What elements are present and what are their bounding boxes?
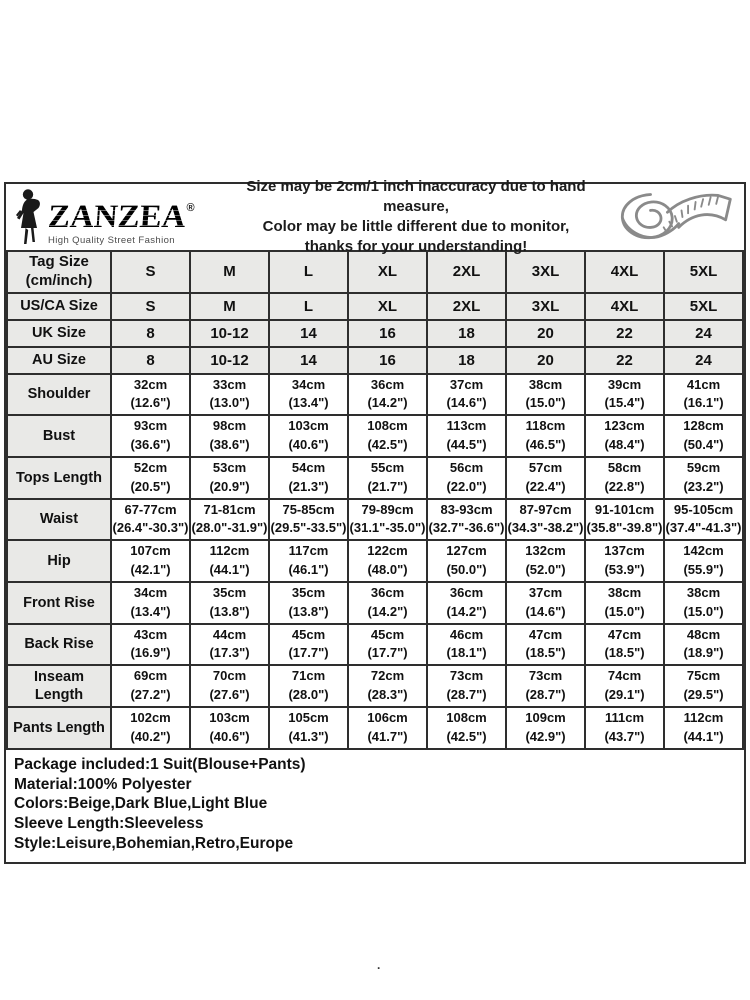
row-label: Tag Size (cm/inch) bbox=[7, 251, 111, 293]
size-cell: 83-93cm (32.7"-36.6") bbox=[427, 499, 506, 541]
size-cell: M bbox=[190, 293, 269, 320]
row-label: Bust bbox=[7, 415, 111, 457]
size-cell: 73cm (28.7") bbox=[427, 665, 506, 707]
size-cell: 137cm (53.9") bbox=[585, 540, 664, 582]
registered-mark: ® bbox=[186, 202, 195, 215]
size-cell: 142cm (55.9") bbox=[664, 540, 743, 582]
size-cell: 10-12 bbox=[190, 347, 269, 374]
size-chart-box bbox=[4, 178, 746, 864]
size-cell: 87-97cm (34.3"-38.2") bbox=[506, 499, 585, 541]
size-cell: 108cm (42.5") bbox=[348, 415, 427, 457]
size-cell: 113cm (44.5") bbox=[427, 415, 506, 457]
size-cell: 48cm (18.9") bbox=[664, 624, 743, 666]
row-label: Inseam Length bbox=[7, 665, 111, 707]
size-cell: 33cm (13.0") bbox=[190, 374, 269, 416]
size-cell: 8 bbox=[111, 320, 190, 347]
table-row bbox=[7, 293, 743, 320]
size-cell: 44cm (17.3") bbox=[190, 624, 269, 666]
size-cell: 3XL bbox=[506, 251, 585, 293]
table-row bbox=[7, 540, 743, 582]
size-cell: 109cm (42.9") bbox=[506, 707, 585, 749]
size-cell: 5XL bbox=[664, 293, 743, 320]
size-cell: 35cm (13.8") bbox=[269, 582, 348, 624]
size-cell: 106cm (41.7") bbox=[348, 707, 427, 749]
size-cell: M bbox=[190, 251, 269, 293]
size-cell: 16 bbox=[348, 320, 427, 347]
size-cell: 75-85cm (29.5"-33.5") bbox=[269, 499, 348, 541]
size-cell: 24 bbox=[664, 320, 743, 347]
size-cell: 93cm (36.6") bbox=[111, 415, 190, 457]
size-cell: 37cm (14.6") bbox=[506, 582, 585, 624]
size-cell: XL bbox=[348, 293, 427, 320]
table-row bbox=[7, 415, 743, 457]
table-row bbox=[7, 624, 743, 666]
row-label: Back Rise bbox=[7, 624, 111, 666]
size-cell: 2XL bbox=[427, 293, 506, 320]
measure-notice bbox=[222, 177, 610, 256]
notice-line-3: thanks for your understanding! bbox=[304, 237, 528, 255]
size-cell: 3XL bbox=[506, 293, 585, 320]
stray-dot: . bbox=[377, 958, 381, 972]
table-row bbox=[7, 582, 743, 624]
size-cell: 91-101cm (35.8"-39.8") bbox=[585, 499, 664, 541]
size-cell: 98cm (38.6") bbox=[190, 415, 269, 457]
size-cell: 38cm (15.0") bbox=[506, 374, 585, 416]
size-cell: 20 bbox=[506, 320, 585, 347]
brand-tagline: High Quality Street Fashion bbox=[48, 235, 175, 246]
size-cell: 4XL bbox=[585, 293, 664, 320]
size-cell: 54cm (21.3") bbox=[269, 457, 348, 499]
size-cell: S bbox=[111, 251, 190, 293]
size-cell: 22 bbox=[585, 347, 664, 374]
size-cell: S bbox=[111, 293, 190, 320]
table-row bbox=[7, 457, 743, 499]
woman-silhouette-icon bbox=[14, 188, 44, 246]
size-cell: 43cm (16.9") bbox=[111, 624, 190, 666]
size-cell: 103cm (40.6") bbox=[269, 415, 348, 457]
size-cell: XL bbox=[348, 251, 427, 293]
size-cell: 79-89cm (31.1"-35.0") bbox=[348, 499, 427, 541]
size-cell: 59cm (23.2") bbox=[664, 457, 743, 499]
row-label: Shoulder bbox=[7, 374, 111, 416]
size-cell: 111cm (43.7") bbox=[585, 707, 664, 749]
note-line: Style:Leisure,Bohemian,Retro,Europe bbox=[14, 835, 294, 852]
size-table-body bbox=[7, 251, 743, 749]
size-cell: 107cm (42.1") bbox=[111, 540, 190, 582]
size-cell: 74cm (29.1") bbox=[585, 665, 664, 707]
size-cell: 4XL bbox=[585, 251, 664, 293]
size-cell: 71-81cm (28.0"-31.9") bbox=[190, 499, 269, 541]
note-line: Colors:Beige,Dark Blue,Light Blue bbox=[14, 795, 268, 813]
note-line: Sleeve Length:Sleeveless bbox=[14, 815, 204, 833]
size-cell: 72cm (28.3") bbox=[348, 665, 427, 707]
row-label: Pants Length bbox=[7, 707, 111, 749]
size-cell: 102cm (40.2") bbox=[111, 707, 190, 749]
size-cell: 132cm (52.0") bbox=[506, 540, 585, 582]
size-cell: 38cm (15.0") bbox=[585, 582, 664, 624]
size-cell: 71cm (28.0") bbox=[269, 665, 348, 707]
chart-header bbox=[6, 178, 744, 255]
size-cell: 24 bbox=[664, 347, 743, 374]
size-cell: 34cm (13.4") bbox=[269, 374, 348, 416]
size-cell: 36cm (14.2") bbox=[427, 582, 506, 624]
size-cell: 18 bbox=[427, 320, 506, 347]
table-row bbox=[7, 374, 743, 416]
size-cell: 118cm (46.5") bbox=[506, 415, 585, 457]
brand-name: ZANZEA bbox=[46, 199, 187, 236]
size-cell: 47cm (18.5") bbox=[585, 624, 664, 666]
size-cell: 22 bbox=[585, 320, 664, 347]
table-row bbox=[7, 707, 743, 749]
size-cell: 18 bbox=[427, 347, 506, 374]
size-cell: 5XL bbox=[664, 251, 743, 293]
size-cell: 105cm (41.3") bbox=[269, 707, 348, 749]
size-cell: 69cm (27.2") bbox=[111, 665, 190, 707]
size-cell: 103cm (40.6") bbox=[190, 707, 269, 749]
table-row bbox=[7, 320, 743, 347]
note-line: Package included:1 Suit(Blouse+Pants) bbox=[14, 755, 306, 773]
size-cell: 37cm (14.6") bbox=[427, 374, 506, 416]
size-cell: 14 bbox=[269, 347, 348, 374]
row-label: US/CA Size bbox=[7, 293, 111, 320]
size-cell: 58cm (22.8") bbox=[585, 457, 664, 499]
size-cell: 45cm (17.7") bbox=[348, 624, 427, 666]
size-cell: 10-12 bbox=[190, 320, 269, 347]
row-label: Front Rise bbox=[7, 582, 111, 624]
size-cell: 95-105cm (37.4"-41.3") bbox=[664, 499, 743, 541]
size-cell: 46cm (18.1") bbox=[427, 624, 506, 666]
row-label: Waist bbox=[7, 499, 111, 541]
size-cell: 32cm (12.6") bbox=[111, 374, 190, 416]
size-cell: 36cm (14.2") bbox=[348, 374, 427, 416]
size-cell: 127cm (50.0") bbox=[427, 540, 506, 582]
size-cell: 70cm (27.6") bbox=[190, 665, 269, 707]
logo-text bbox=[46, 199, 195, 246]
size-cell: 20 bbox=[506, 347, 585, 374]
size-cell: 52cm (20.5") bbox=[111, 457, 190, 499]
table-row bbox=[7, 347, 743, 374]
size-cell: L bbox=[269, 293, 348, 320]
size-cell: 128cm (50.4") bbox=[664, 415, 743, 457]
size-cell: 36cm (14.2") bbox=[348, 582, 427, 624]
size-cell: 35cm (13.8") bbox=[190, 582, 269, 624]
size-cell: 47cm (18.5") bbox=[506, 624, 585, 666]
size-cell: 8 bbox=[111, 347, 190, 374]
size-cell: 16 bbox=[348, 347, 427, 374]
size-cell: 55cm (21.7") bbox=[348, 457, 427, 499]
size-cell: 2XL bbox=[427, 251, 506, 293]
size-cell: 75cm (29.5") bbox=[664, 665, 743, 707]
size-cell: 41cm (16.1") bbox=[664, 374, 743, 416]
size-cell: 45cm (17.7") bbox=[269, 624, 348, 666]
size-cell: 112cm (44.1") bbox=[664, 707, 743, 749]
size-cell: 53cm (20.9") bbox=[190, 457, 269, 499]
size-table bbox=[6, 250, 744, 750]
measuring-tape-icon bbox=[610, 186, 738, 248]
size-cell: 56cm (22.0") bbox=[427, 457, 506, 499]
size-cell: 117cm (46.1") bbox=[269, 540, 348, 582]
size-cell: 122cm (48.0") bbox=[348, 540, 427, 582]
notice-line-2: Color may be little different due to monitor, bbox=[262, 218, 570, 235]
size-cell: 38cm (15.0") bbox=[664, 582, 743, 624]
row-label: UK Size bbox=[7, 320, 111, 347]
note-line: Material:100% Polyester bbox=[14, 775, 192, 793]
table-row bbox=[7, 251, 743, 293]
size-cell: 112cm (44.1") bbox=[190, 540, 269, 582]
zanzea-logo bbox=[14, 188, 222, 246]
size-cell: 57cm (22.4") bbox=[506, 457, 585, 499]
size-cell: L bbox=[269, 251, 348, 293]
notice-line-1: Size may be 2cm/1 inch inaccuracy due to hand measure, bbox=[246, 178, 586, 216]
size-cell: 108cm (42.5") bbox=[427, 707, 506, 749]
size-cell: 39cm (15.4") bbox=[585, 374, 664, 416]
row-label: AU Size bbox=[7, 347, 111, 374]
size-cell: 73cm (28.7") bbox=[506, 665, 585, 707]
product-notes bbox=[6, 750, 744, 862]
table-row bbox=[7, 499, 743, 541]
table-row bbox=[7, 665, 743, 707]
size-cell: 123cm (48.4") bbox=[585, 415, 664, 457]
row-label: Tops Length bbox=[7, 457, 111, 499]
size-cell: 34cm (13.4") bbox=[111, 582, 190, 624]
size-cell: 67-77cm (26.4"-30.3") bbox=[111, 499, 190, 541]
row-label: Hip bbox=[7, 540, 111, 582]
size-cell: 14 bbox=[269, 320, 348, 347]
